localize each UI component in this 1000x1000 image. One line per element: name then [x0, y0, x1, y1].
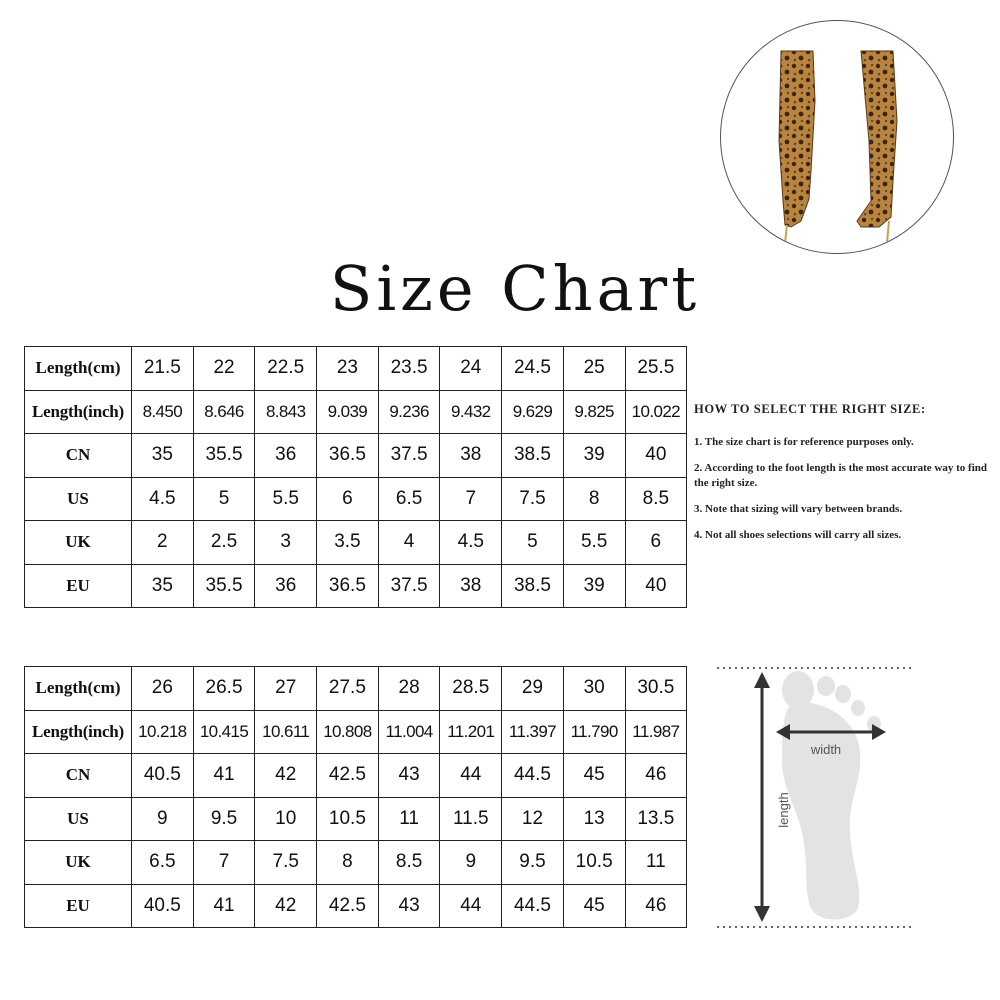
table-cell: 9 [132, 797, 194, 841]
table-row [25, 884, 687, 928]
table-cell: 10.218 [132, 710, 194, 754]
table-cell: 39 [563, 434, 625, 478]
table-cell: 24.5 [502, 347, 564, 391]
foot-measurement-diagram [712, 660, 917, 935]
table-cell: 27 [255, 667, 317, 711]
table-cell: 44.5 [502, 884, 564, 928]
table-cell: 41 [193, 884, 255, 928]
table-cell: 35 [132, 564, 194, 608]
table-cell: 9.825 [563, 390, 625, 434]
table-cell: 40.5 [132, 884, 194, 928]
table-cell: 7.5 [502, 477, 564, 521]
row-label: UK [25, 521, 132, 565]
table-cell: 5.5 [255, 477, 317, 521]
table-row [25, 521, 687, 565]
width-label: width [810, 742, 842, 757]
table-cell: 37.5 [378, 564, 440, 608]
how-to-item: 1. The size chart is for reference purposes only. [694, 436, 914, 448]
row-label: UK [25, 841, 132, 885]
size-table [24, 346, 687, 608]
table-cell: 45 [563, 884, 625, 928]
table-cell: 7 [193, 841, 255, 885]
table-cell: 11.004 [378, 710, 440, 754]
table-cell: 25.5 [625, 347, 687, 391]
table-row [25, 477, 687, 521]
table-cell: 42 [255, 754, 317, 798]
table-cell: 44 [440, 884, 502, 928]
table-cell: 9 [440, 841, 502, 885]
table-cell: 40 [625, 434, 687, 478]
table-cell: 9.5 [193, 797, 255, 841]
table-cell: 22.5 [255, 347, 317, 391]
table-cell: 8.450 [132, 390, 194, 434]
table-row [25, 564, 687, 608]
table-cell: 7 [440, 477, 502, 521]
table-row [25, 667, 687, 711]
table-cell: 9.432 [440, 390, 502, 434]
table-cell: 8 [317, 841, 379, 885]
table-cell: 10 [255, 797, 317, 841]
table-cell: 3.5 [317, 521, 379, 565]
row-label: EU [25, 564, 132, 608]
arrow-up-icon [754, 672, 770, 688]
table-cell: 36.5 [317, 434, 379, 478]
table-cell: 8.5 [378, 841, 440, 885]
table-cell: 9.039 [317, 390, 379, 434]
table-cell: 30 [563, 667, 625, 711]
table-cell: 29 [502, 667, 564, 711]
table-cell: 26.5 [193, 667, 255, 711]
table-cell: 4.5 [440, 521, 502, 565]
table-cell: 4.5 [132, 477, 194, 521]
table-cell: 13 [563, 797, 625, 841]
table-cell: 8.646 [193, 390, 255, 434]
table-cell: 9.5 [502, 841, 564, 885]
how-to-item: 4. Not all shoes selections will carry all sizes. [694, 529, 902, 541]
table-cell: 30.5 [625, 667, 687, 711]
row-label: US [25, 797, 132, 841]
table-cell: 5 [502, 521, 564, 565]
table-cell: 46 [625, 884, 687, 928]
table-cell: 28 [378, 667, 440, 711]
row-label: Length(cm) [25, 667, 132, 711]
table-cell: 42.5 [317, 754, 379, 798]
table-cell: 13.5 [625, 797, 687, 841]
table-row [25, 434, 687, 478]
table-cell: 41 [193, 754, 255, 798]
table-cell: 42.5 [317, 884, 379, 928]
table-cell: 28.5 [440, 667, 502, 711]
product-image [720, 20, 954, 254]
table-cell: 36 [255, 564, 317, 608]
table-cell: 40.5 [132, 754, 194, 798]
how-to-item: 3. Note that sizing will vary between brands. [694, 503, 903, 515]
row-label: EU [25, 884, 132, 928]
table-cell: 37.5 [378, 434, 440, 478]
row-label: Length(inch) [25, 390, 132, 434]
page-title: Size Chart [329, 252, 701, 325]
table-cell: 35.5 [193, 564, 255, 608]
table-cell: 5 [193, 477, 255, 521]
table-cell: 9.629 [502, 390, 564, 434]
table-cell: 23.5 [378, 347, 440, 391]
table-cell: 6 [317, 477, 379, 521]
table-cell: 5.5 [563, 521, 625, 565]
table-row [25, 710, 687, 754]
table-cell: 11 [378, 797, 440, 841]
table-cell: 26 [132, 667, 194, 711]
table-cell: 10.808 [317, 710, 379, 754]
table-cell: 23 [317, 347, 379, 391]
table-cell: 38.5 [502, 564, 564, 608]
table-cell: 2.5 [193, 521, 255, 565]
table-cell: 21.5 [132, 347, 194, 391]
table-cell: 11 [625, 841, 687, 885]
table-cell: 9.236 [378, 390, 440, 434]
how-to-select-size [694, 402, 1000, 554]
how-to-title: HOW TO SELECT THE RIGHT SIZE: [694, 402, 926, 416]
table-cell: 43 [378, 884, 440, 928]
table-cell: 10.611 [255, 710, 317, 754]
table-cell: 8.5 [625, 477, 687, 521]
table-cell: 10.5 [317, 797, 379, 841]
row-label: US [25, 477, 132, 521]
table-cell: 11.5 [440, 797, 502, 841]
table-cell: 6.5 [132, 841, 194, 885]
table-cell: 11.397 [502, 710, 564, 754]
row-label: Length(cm) [25, 347, 132, 391]
table-row [25, 390, 687, 434]
table-cell: 46 [625, 754, 687, 798]
table-cell: 36 [255, 434, 317, 478]
table-row [25, 754, 687, 798]
table-cell: 39 [563, 564, 625, 608]
table-cell: 11.790 [563, 710, 625, 754]
row-label: CN [25, 434, 132, 478]
length-label: length [776, 792, 791, 828]
table-cell: 10.022 [625, 390, 687, 434]
table-cell: 12 [502, 797, 564, 841]
table-cell: 10.5 [563, 841, 625, 885]
table-cell: 24 [440, 347, 502, 391]
footprint-icon [782, 671, 881, 920]
table-cell: 6 [625, 521, 687, 565]
table-cell: 10.415 [193, 710, 255, 754]
table-row [25, 347, 687, 391]
table-cell: 44 [440, 754, 502, 798]
row-label: Length(inch) [25, 710, 132, 754]
size-table [24, 666, 687, 928]
table-cell: 35 [132, 434, 194, 478]
row-label: CN [25, 754, 132, 798]
table-cell: 11.987 [625, 710, 687, 754]
table-cell: 42 [255, 884, 317, 928]
table-cell: 45 [563, 754, 625, 798]
table-cell: 2 [132, 521, 194, 565]
table-cell: 8 [563, 477, 625, 521]
table-cell: 27.5 [317, 667, 379, 711]
table-cell: 25 [563, 347, 625, 391]
table-cell: 8.843 [255, 390, 317, 434]
table-cell: 22 [193, 347, 255, 391]
table-cell: 7.5 [255, 841, 317, 885]
table-cell: 43 [378, 754, 440, 798]
table-cell: 35.5 [193, 434, 255, 478]
table-cell: 6.5 [378, 477, 440, 521]
table-row [25, 841, 687, 885]
table-row [25, 797, 687, 841]
table-cell: 38 [440, 564, 502, 608]
table-cell: 36.5 [317, 564, 379, 608]
table-cell: 44.5 [502, 754, 564, 798]
how-to-item: 2. According to the foot length is the most accurate way to find the right size. [694, 462, 987, 489]
arrow-down-icon [754, 906, 770, 922]
table-cell: 4 [378, 521, 440, 565]
table-cell: 11.201 [440, 710, 502, 754]
table-cell: 38.5 [502, 434, 564, 478]
table-cell: 3 [255, 521, 317, 565]
table-cell: 40 [625, 564, 687, 608]
leopard-boots-image [721, 21, 953, 253]
table-cell: 38 [440, 434, 502, 478]
